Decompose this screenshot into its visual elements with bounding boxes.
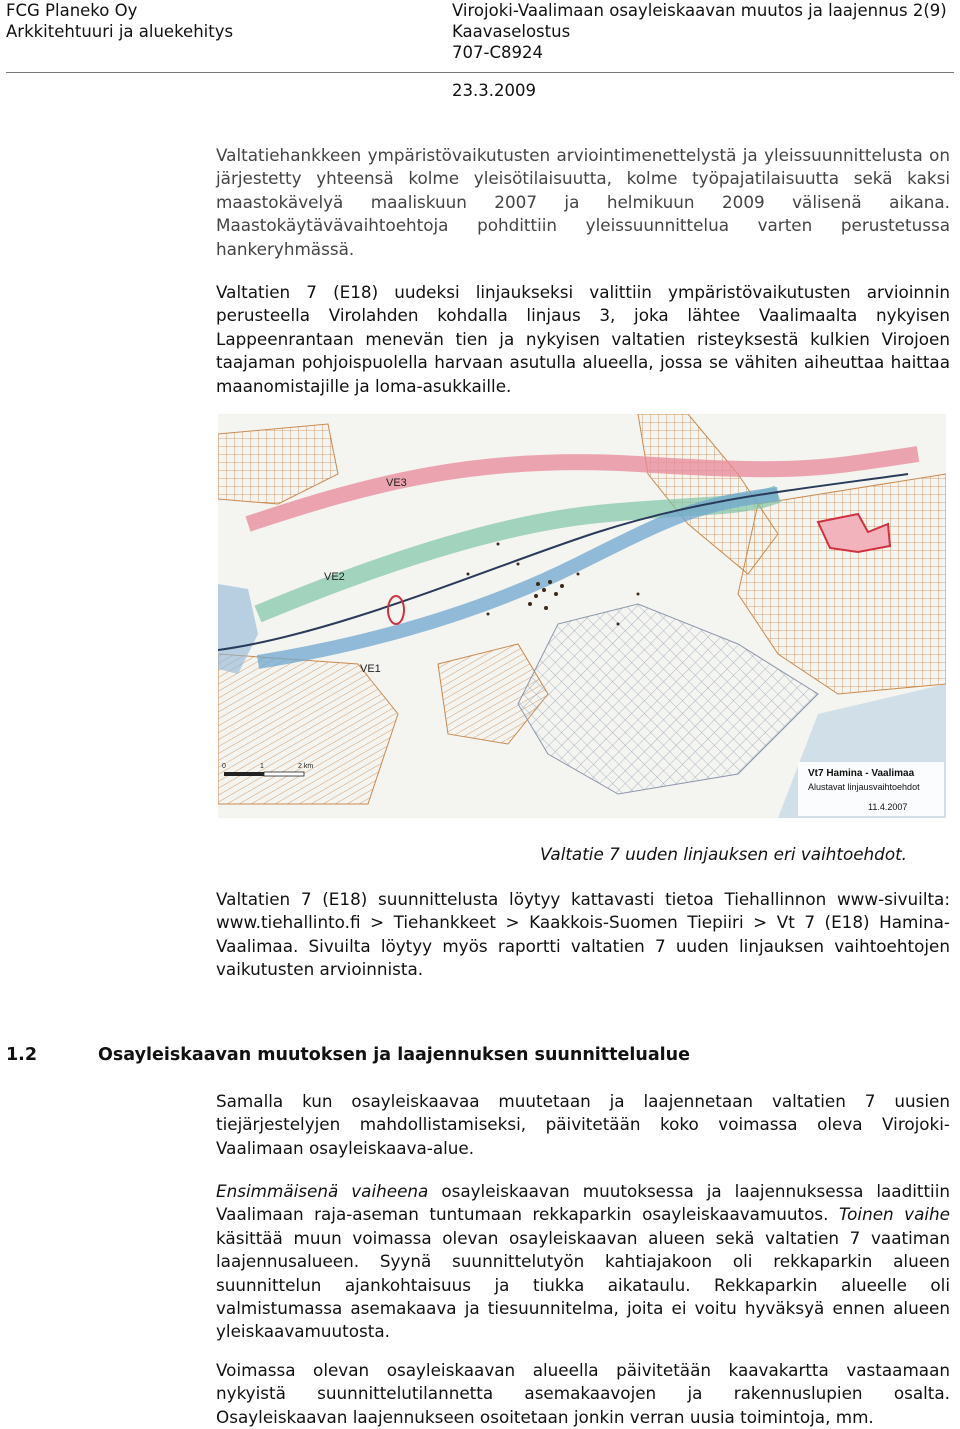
paragraph-public-events: Valtatiehankkeen ympäristövaikutusten arviointimenettelystä ja yleissuunnittelusta on järjestetty yhteensä kolme yleisötilaisuutta, kolme työpajatilaisuutta sekä kaksi maastokävelyä maaliskuun 2007 ja helmikuun 2009 välisenä aikana. Maastokäytävävaihtoehtoja pohdittiin yleissuunnittelua varten perustetussa hankeryhmässä. <box>216 145 950 259</box>
legend-title: Vt7 Hamina - Vaalimaa <box>808 768 915 779</box>
paragraph-more-info: Valtatien 7 (E18) suunnittelusta löytyy kattavasti tietoa Tiehallinnon www-sivuilta: www.tiehallinto.fi > Tiehankkeet > Kaakkois-Suomen Tiepiiri > Vt 7 (E18) Hamina-Vaalimaa. Sivuilta löytyy myös raportti valtatien 7 uuden linjauksen vaihtoehtojen vaikutusten arvioinnista. <box>216 889 950 980</box>
scale-label-zero: 0 <box>222 763 226 770</box>
route-alternatives-map <box>218 414 946 818</box>
legend-subtitle: Alustavat linjausvaihtoehdot <box>808 782 920 792</box>
phase-one-label: Ensimmäisenä vaiheena <box>216 1181 429 1201</box>
phase-two-text: käsittää muun voimassa olevan osayleiskaavan alueen sekä valtatien 7 vaatiman laajennusalueen. Syynä suunnittelutyön kahtiajakoon oli rekkaparkin alueen suunnittelun ajankohtaisuus ja tiukka aikataulu. Rekkaparkin alueelle oli valmistumassa asemakaava ja tiesuunnitelma, joita ei voitu hyväksyä ennen alueen yleiskaavamuutosta. <box>216 1227 950 1342</box>
label-ve1: VE1 <box>360 663 381 675</box>
label-ve2: VE2 <box>324 571 345 583</box>
header-left <box>6 0 233 42</box>
paragraph-phases <box>216 1180 950 1344</box>
section-title: Osayleiskaavan muutoksen ja laajennuksen suunnittelualue <box>98 1045 690 1065</box>
map-legend <box>798 762 944 816</box>
label-ve3: VE3 <box>386 477 407 489</box>
document-date: 23.3.2009 <box>452 81 536 100</box>
legend-date: 11.4.2007 <box>868 802 908 812</box>
phase-one-text: osayleiskaavan muutoksessa ja laajennuksessa laadittiin Vaalimaan raja-aseman tuntumaan rekkaparkin osayleiskaavamuutos. <box>216 1181 951 1225</box>
header-divider <box>6 72 954 73</box>
phase-two-label: Toinen vaihe <box>838 1204 950 1225</box>
company-name: FCG Planeko Oy <box>6 1 138 20</box>
paragraph-update-scope: Samalla kun osayleiskaavaa muutetaan ja laajennetaan valtatien 7 uusien tiejärjestelyjen mahdollistamiseksi, päivitetään koko voimassa oleva Virojoki-Vaalimaan osayleiskaava-alue. <box>216 1091 950 1158</box>
project-title: Virojoki-Vaalimaan osayleiskaavan muutos ja laajennus 2(9) <box>452 1 947 20</box>
header-right <box>452 0 947 63</box>
section-number: 1.2 <box>6 1045 38 1065</box>
project-code: 707-C8924 <box>452 43 543 62</box>
figure-caption: Valtatie 7 uuden linjauksen eri vaihtoehdot. <box>540 844 908 864</box>
paragraph-current-plan: Voimassa olevan osayleiskaavan alueella päivitetään kaavakartta vastaamaan nykyistä suunnittelutilannetta asemakaavojen ja rakennuslupien osalta. Osayleiskaavan laajennukseen osoitetaan jonkin verran uusia toimintoja, mm. <box>216 1360 950 1427</box>
department-name: Arkkitehtuuri ja aluekehitys <box>6 22 234 41</box>
document-type: Kaavaselostus <box>452 22 571 41</box>
scale-label-two: 2 km <box>298 763 314 770</box>
scale-label-one: 1 <box>260 763 264 770</box>
paragraph-selected-route: Valtatien 7 (E18) uudeksi linjaukseksi valittiin ympäristövaikutusten arvioinnin perusteella Virolahden kohdalla linjaus 3, joka lähtee Vaalimaalta nykyisen Lappeenrantaan menevän tien ja nykyisen valtatien risteyksestä kulkien Virojoen taajaman pohjoispuolella harvaan asutulla alueella, jossa se vähiten aiheuttaa haittaa maanomistajille ja loma-asukkaille. <box>216 282 950 396</box>
